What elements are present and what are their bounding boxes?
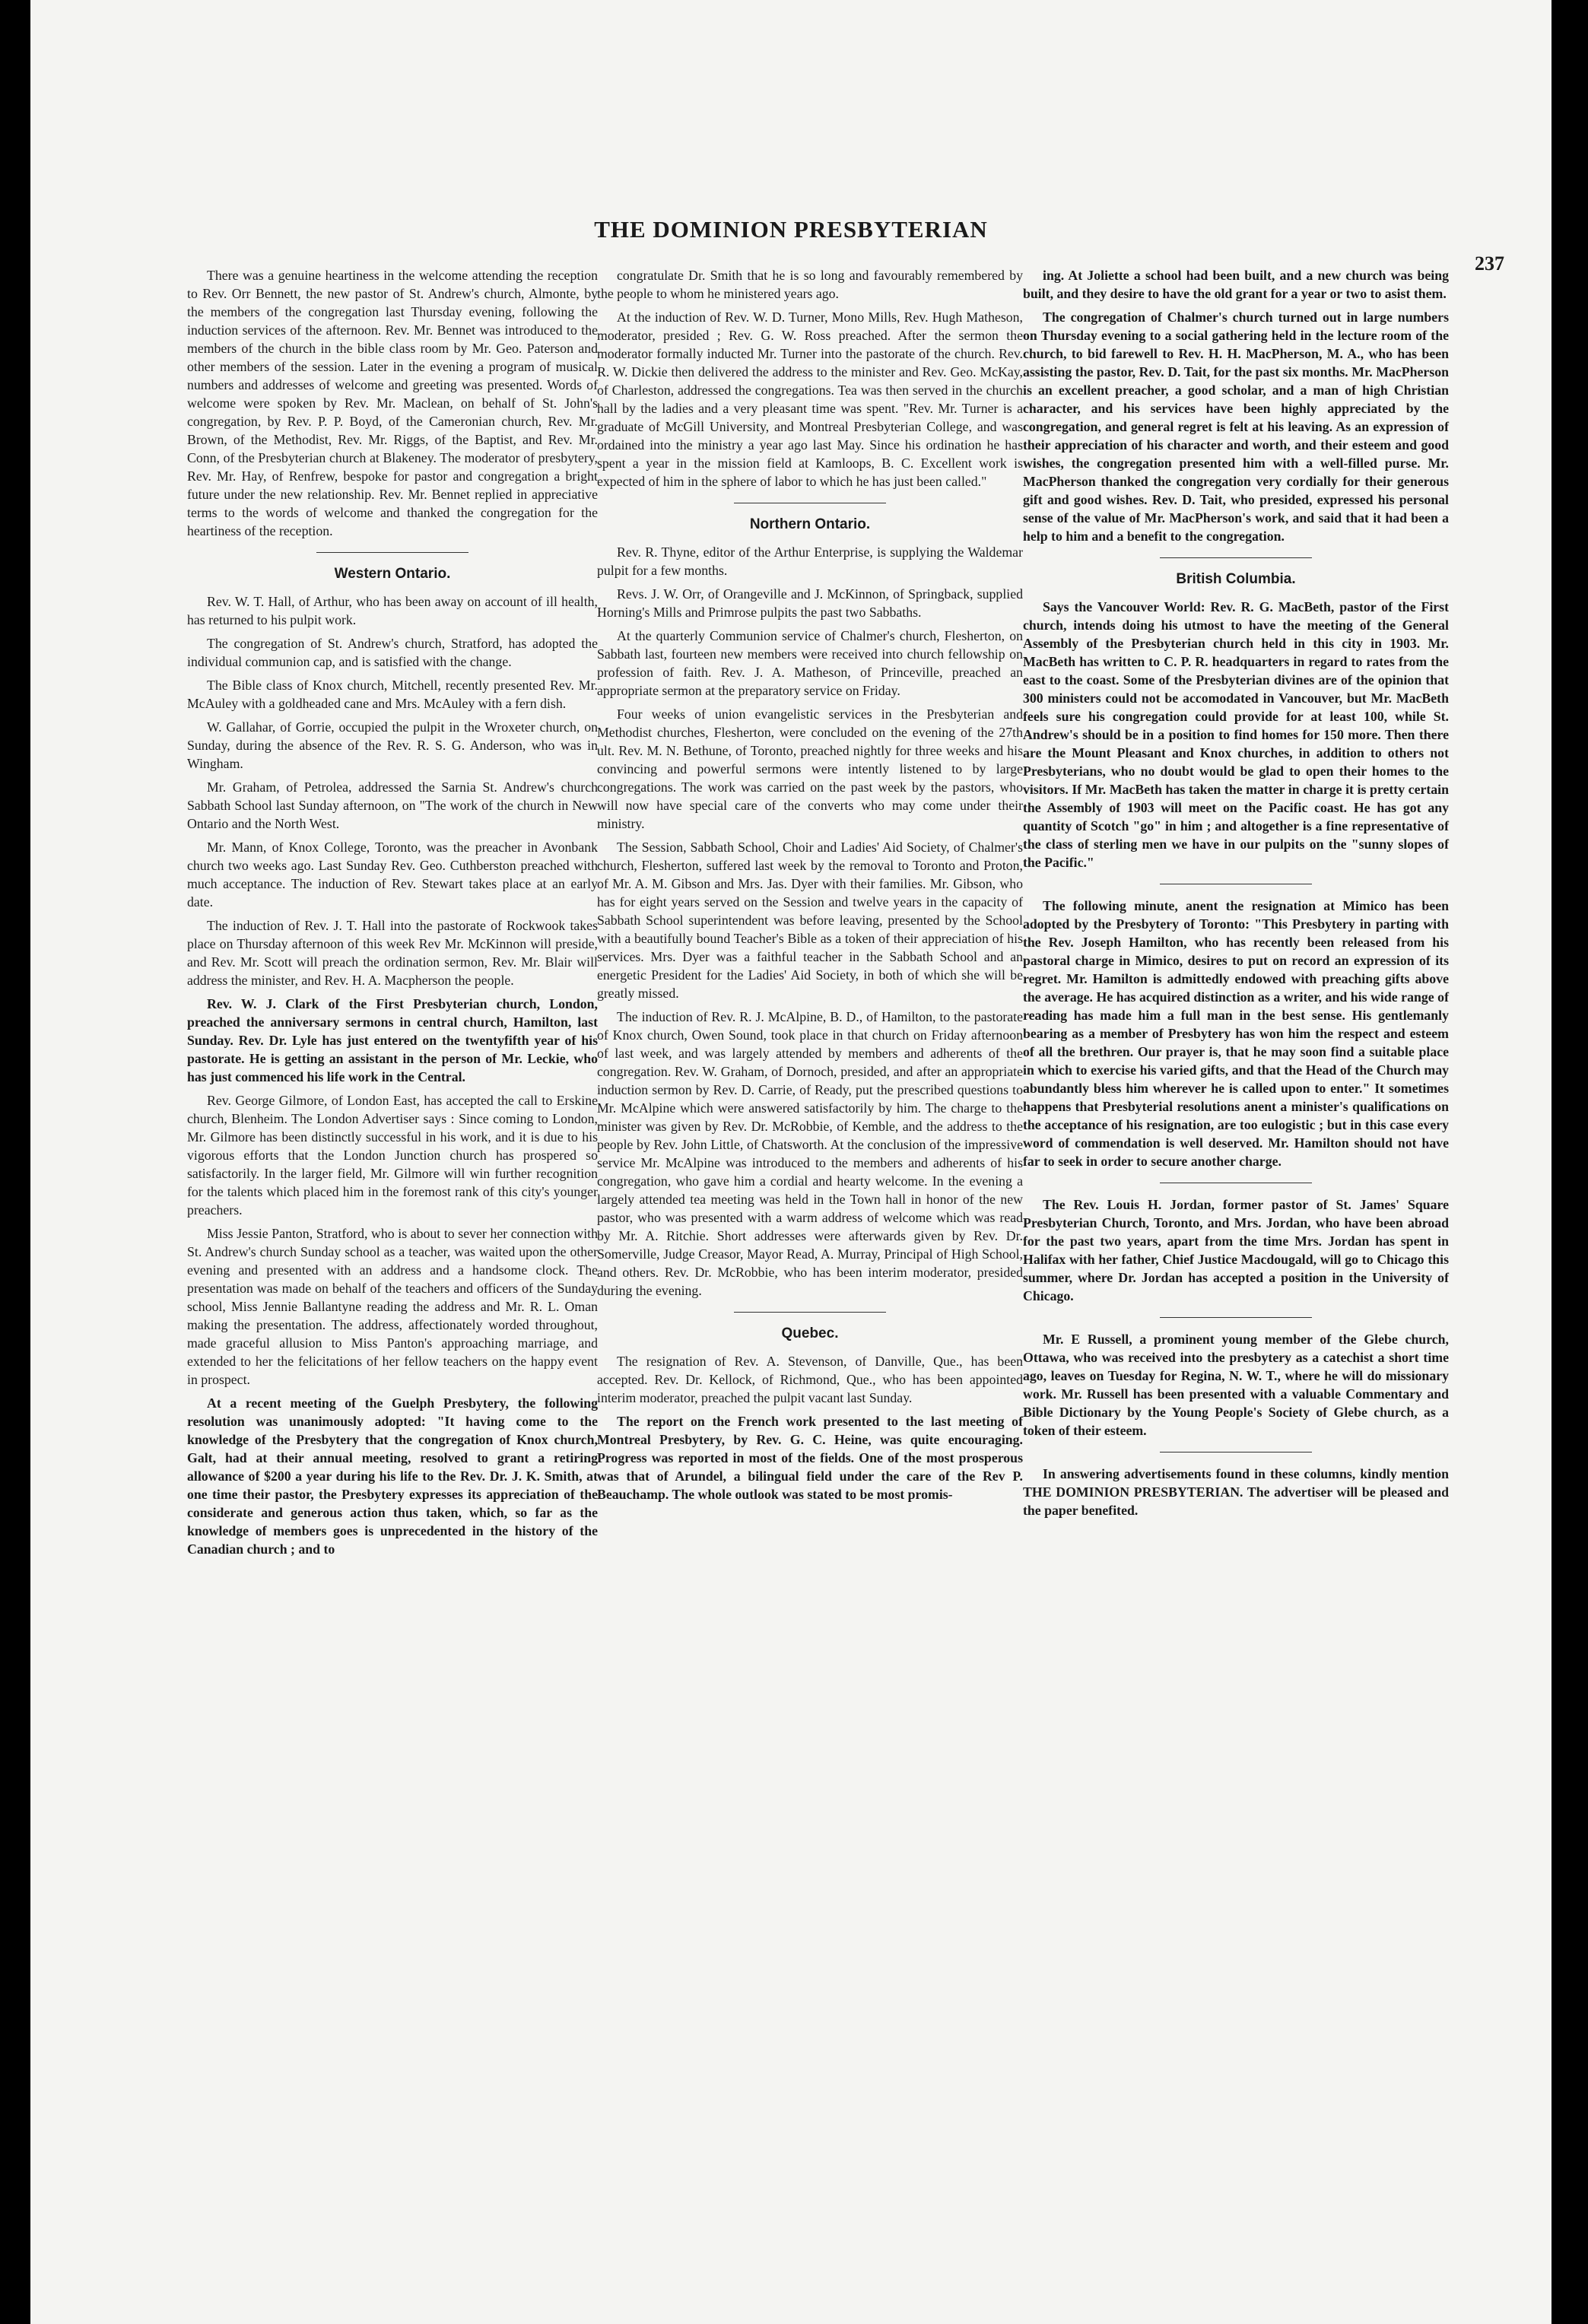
article-paragraph: The report on the French work presented to the last meeting of Montreal Presbytery, by Rev. G. C. Heine, was quite encouraging. Progress was reported in most of the fields. One of the most prosperous was that of Arundel, a bilingual field under the care of the Rev P. Beauchamp. The whole outlook was stated to be most promis- xyxy=(597,1414,1023,1502)
section-heading-british-columbia: British Columbia. xyxy=(1176,571,1296,587)
article-paragraph: The Rev. Louis H. Jordan, former pastor of St. James' Square Presbyterian Church, Toronto, and Mrs. Jordan, who have been abroad for the past two years, apart from the time Mrs. Jordan has spent in Halifax with her father, Chief Justice Macdougald, will go to Chicago this summer, where Dr. Jordan has accepted a position in the University of Chicago. xyxy=(1023,1197,1449,1303)
article-paragraph: The induction of Rev. R. J. McAlpine, B. D., of Hamilton, to the pastorate of Knox church, Owen Sound, took place in that church on Friday afternoon of last week, and was largely attended by members and adherents of the congregation. Rev. W. Graham, of Dornoch, presided, and after an appropriate induction sermon by Rev. D. Carrie, of Ready, put the prescribed questions to Mr. McAlpine which were answered satisfactorily by him. The charge to the minister was given by Rev. Dr. McRobbie, of Kemble, and the address to the people by Rev. John Little, of Chatsworth. At the conclusion of the impressive service Mr. McAlpine was introduced to the members and adherents of his congregation, who gave him a cordial and hearty welcome. In the evening a largely attended tea meeting was held in the Town hall in honor of the new pastor, who was presented with a warm address of welcome which was read by Mr. A. Ritchie. Short addresses were afterwards given by Rev. Dr. Somerville, Judge Creasor, Mayor Read, A. Murray, Principal of High School, and others. Rev. Dr. McRobbie, who has been interim moderator, presided during the evening. xyxy=(597,1009,1023,1298)
divider xyxy=(734,1312,886,1313)
article-paragraph: W. Gallahar, of Gorrie, occupied the pulpit in the Wroxeter church, on Sunday, during the absence of the Rev. R. S. G. Anderson, who was in Wingham. xyxy=(187,719,598,771)
page-title: THE DOMINION PRESBYTERIAN xyxy=(594,216,988,243)
column-1 xyxy=(187,266,598,1564)
section-heading-northern-ontario: Northern Ontario. xyxy=(749,516,871,532)
article-paragraph: The Bible class of Knox church, Mitchell, recently presented Rev. Mr. McAuley with a goldheaded cane and Mrs. McAuley with a fern dish. xyxy=(187,678,598,711)
article-paragraph: Says the Vancouver World: Rev. R. G. MacBeth, pastor of the First church, intends doing his utmost to have the meeting of the General Assembly of the Presbyterian church held in this city in 1903. Mr. MacBeth has written to C. P. R. headquarters in regard to rates from the east to the coast. Some of the Presbyterian divines are of the opinion that 300 ministers could not be accomodated in Vancouver, but Mr. MacBeth feels sure his congregation could provide for at least 100, while St. Andrew's should be in a position to find homes for 150 more. Then there are the Mount Pleasant and Knox churches, in addition to others not Presbyterians, who no doubt would be glad to open their homes to the visitors. If Mr. MacBeth has taken the matter in charge it is pretty certain the Assembly of 1903 will meet on the Pacific coast. He has got any quantity of Scotch "go" in him ; and altogether is a fine representative of the class of sterling men we have in our pulpits on the "sunny slopes of the Pacific." xyxy=(1023,599,1449,870)
article-paragraph: The Session, Sabbath School, Choir and Ladies' Aid Society, of Chalmer's church, Flesherton, suffered last week by the removal to Toronto and Proton, of Mr. A. M. Gibson and Mrs. Jas. Dyer with their families. Mr. Gibson, who has for eight years served on the Session and twelve years in the capacity of Sabbath School superintendent was before leaving, presented by the School with a beautifully bound Teacher's Bible as a token of their appreciation of his services. Mrs. Dyer was a faithful teacher in the Sabbath School and an energetic President for the Ladies' Aid Society, in both of which she will be greatly missed. xyxy=(597,840,1023,1001)
article-paragraph: ing. At Joliette a school had been built, and a new church was being built, and they desire to have the old grant for a year or two to asist them. xyxy=(1023,268,1449,301)
article-paragraph: The induction of Rev. J. T. Hall into the pastorate of Rockwook takes place on Thursday afternoon of this week Rev Mr. McKinnon will preside, and Rev. Mr. Scott will preach the ordination sermon, Rev. Mr. Blair will address the minister, and Rev. H. A. Macpherson the people. xyxy=(187,918,598,988)
article-paragraph: Rev. W. T. Hall, of Arthur, who has been away on account of ill health, has returned to his pulpit work. xyxy=(187,594,598,627)
article-paragraph: At the quarterly Communion service of Chalmer's church, Flesherton, on Sabbath last, fourteen new members were received into church fellowship on profession of faith. Rev. J. A. Matheson, of Princeville, preached an appropriate sermon at the preparatory service on Friday. xyxy=(597,628,1023,698)
column-3 xyxy=(1023,266,1449,1525)
article-paragraph: congratulate Dr. Smith that he is so long and favourably remembered by the people to whom he ministered years ago. xyxy=(597,268,1023,301)
article-paragraph: Rev. R. Thyne, editor of the Arthur Enterprise, is supplying the Waldemar pulpit for a few months. xyxy=(597,544,1023,578)
column-2 xyxy=(597,266,1023,1509)
divider xyxy=(1160,557,1312,558)
article-paragraph: Revs. J. W. Orr, of Orangeville and J. McKinnon, of Springback, supplied Horning's Mills and Primrose pulpits the past two Sabbaths. xyxy=(597,586,1023,620)
section-heading-western-ontario: Western Ontario. xyxy=(334,566,451,582)
article-paragraph: The resignation of Rev. A. Stevenson, of Danville, Que., has been accepted. Rev. Dr. Kellock, of Richmond, Que., who has been appointed interim moderator, preached the pulpit vacant last Sunday. xyxy=(597,1354,1023,1405)
article-paragraph: Miss Jessie Panton, Stratford, who is about to sever her connection with St. Andrew's church Sunday school as a teacher, was waited upon the other evening and presented with an address and a handsome clock. The presentation was made on behalf of the teachers and officers of the Sunday school, Miss Jennie Ballantyne reading the address and Mr. R. L. Oman making the presentation. The address, affectionately worded throughout, made graceful allusion to Miss Panton's approaching marriage, and extended to her the felicitations of her fellow teachers on the happy event in prospect. xyxy=(187,1226,598,1387)
advertisement-note: In answering advertisements found in these columns, kindly mention THE DOMINION PRESBYTERIAN. The advertiser will be pleased and the paper benefited. xyxy=(1023,1466,1449,1518)
article-paragraph: Rev. W. J. Clark of the First Presbyterian church, London, preached the anniversary sermons in central church, Hamilton, last Sunday. Rev. Dr. Lyle has just entered on the twentyfifth year of his pastorate. He is getting an assistant in the person of Mr. Leckie, who has just commenced his life work in the Central. xyxy=(187,996,598,1084)
page-number: 237 xyxy=(1475,252,1504,275)
article-paragraph: Four weeks of union evangelistic services in the Presbyterian and Methodist churches, Flesherton, were concluded on the evening of the 27th ult. Rev. M. N. Bethune, of Toronto, preached nightly for three weeks and his convincing and powerful sermons were intently listened to by large congregations. The work was carried on the past week by the pastors, who will now have special care of the converts who may come under their ministry. xyxy=(597,706,1023,831)
article-paragraph: At a recent meeting of the Guelph Presbytery, the following resolution was unanimously adopted: "It having come to the knowledge of the Presbytery that the congregation of Knox church, Galt, had at their annual meeting, resolved to grant a retiring allowance of $200 a year during his life to the Rev. Dr. J. K. Smith, at one time their pastor, the Presbytery expresses its appreciation of the considerate and generous action thus taken, which, so far as the knowledge of members goes is unprecedented in the history of the Canadian church ; and to xyxy=(187,1395,598,1557)
divider xyxy=(316,552,468,553)
newspaper-page xyxy=(30,0,1551,2324)
article-paragraph: The congregation of Chalmer's church turned out in large numbers on Thursday evening to a social gathering held in the lecture room of the church, to bid farewell to Rev. H. H. MacPherson, M. A., who has been assisting the pastor, Rev. D. Tait, for the past six months. Mr. MacPherson is an excellent preacher, a good scholar, and a man of high Christian character, and his services have been highly appreciated by the congregation, and general regret is felt at his leaving. As an expression of their appreciation of his character and worth, and their esteem and good wishes, the congregation presented him with a well-filled purse. Mr. MacPherson thanked the congregation very cordially for their generous gift and good wishes. Rev. D. Tait, who presided, expressed his personal sense of the value of Mr. MacPherson's work, and said that it had been a help to him and a benefit to the congregation. xyxy=(1023,310,1449,544)
divider xyxy=(1160,1317,1312,1318)
article-paragraph: At the induction of Rev. W. D. Turner, Mono Mills, Rev. Hugh Matheson, moderator, presided ; Rev. G. W. Ross preached. After the sermon the moderator formally inducted Mr. Turner into the pastorate of the church. Rev. R. W. Dickie then delivered the address to the minister and Rev. Geo. McKay, of Charleston, addressed the congregations. Tea was then served in the church hall by the ladies and a very pleasant time was spent. "Rev. Mr. Turner is a graduate of McGill University, and Montreal Presbyterian College, and was ordained into the ministry a year ago last May. Since his ordination he has spent a year in the mission field at Kamloops, B. C. Excellent work is expected of him in the sphere of labor to which he has just been called." xyxy=(597,310,1023,489)
article-paragraph: There was a genuine heartiness in the welcome attending the reception to Rev. Orr Bennett, the new pastor of St. Andrew's church, Almonte, by the members of the congregation last Thursday evening, following the induction services of the afternoon. Rev. Mr. Bennet was introduced to the members of the church in the bible class room by Mr. Geo. Paterson and other members of the session. Later in the evening a program of musical numbers and addresses of welcome and greeting was presented. Words of welcome were spoken by Rev. Mr. Maclean, on behalf of St. John's congregation, by Rev. P. P. Boyd, of the Cameronian church, Rev. Mr. Brown, of the Methodist, Rev. Mr. Riggs, of the Baptist, and Rev. Mr. Conn, of the Presbyterian church at Blakeney. The moderator of presbytery, Rev. Mr. Hay, of Renfrew, bespoke for pastor and congregation a bright future under the new relationship. Rev. Mr. Bennet replied in appreciative terms to the words of welcome and thanked the congregation for the heartiness of the reception. xyxy=(187,268,598,538)
article-paragraph: The congregation of St. Andrew's church, Stratford, has adopted the individual communion cap, and is satisfied with the change. xyxy=(187,636,598,669)
article-paragraph: Rev. George Gilmore, of London East, has accepted the call to Erskine church, Blenheim. The London Advertiser says : Since coming to London, Mr. Gilmore has been distinctly successful in his work, and it is due to his vigorous efforts that the London Junction church has prospered so satisfactorily. In the larger field, Mr. Gilmore will win further recognition for the talents which placed him in the foremost rank of this city's younger preachers. xyxy=(187,1093,598,1218)
section-heading-quebec: Quebec. xyxy=(781,1326,839,1341)
article-paragraph: The following minute, anent the resignation at Mimico has been adopted by the Presbytery of Toronto: "This Presbytery in parting with the Rev. Joseph Hamilton, who has recently been released from his pastoral charge in Mimico, desires to put on record an expression of its regret. Mr. Hamilton is admittedly endowed with preaching gifts above the average. He has acquired distinction as a writer, and his wide range of reading has made him a full man in the best sense. His gentlemanly bearing as a member of Presbytery has won him the respect and esteem of all the brethren. Our prayer is, that he may soon find a suitable place in which to exercise his varied gifts, and that the Head of the Church may abundantly bless him wherever he is called upon to enter." It sometimes happens that Presbyterial resolutions anent a minister's qualifications on the acceptance of his resignation, are too eulogistic ; but in this case every word of commendation is well deserved. Mr. Hamilton should not have far to seek in order to secure another charge. xyxy=(1023,898,1449,1169)
article-paragraph: Mr. Graham, of Petrolea, addressed the Sarnia St. Andrew's church Sabbath School last Sunday afternoon, on "The work of the church in New Ontario and the North West. xyxy=(187,779,598,831)
article-paragraph: Mr. E Russell, a prominent young member of the Glebe church, Ottawa, who was received into the presbytery as a catechist a short time ago, leaves on Tuesday for Regina, N. W. T., where he will do missionary work. Mr. Russell has been presented with a valuable Commentary and Bible Dictionary by the Young People's Society of Glebe church, as a token of their esteem. xyxy=(1023,1332,1449,1438)
article-paragraph: Mr. Mann, of Knox College, Toronto, was the preacher in Avonbank church two weeks ago. Last Sunday Rev. Geo. Cuthberston preached with much acceptance. The induction of Rev. Stewart takes place at an early date. xyxy=(187,840,598,910)
